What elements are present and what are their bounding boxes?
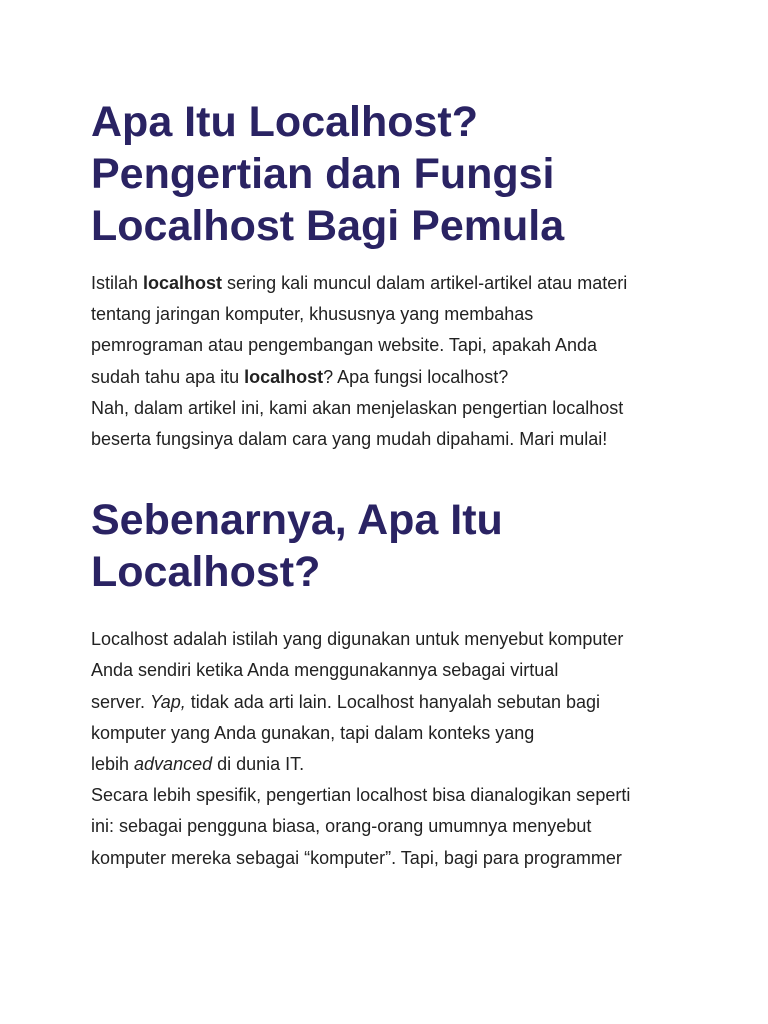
- bold-term-localhost: localhost: [244, 366, 324, 387]
- section-line-3: [91, 687, 768, 718]
- italic-term-yap: Yap,: [150, 691, 186, 712]
- section-line-6: Secara lebih spesifik, pengertian localhost bisa dianalogikan seperti: [91, 785, 631, 806]
- text-segment: tidak ada arti lain. Localhost hanyalah sebutan bagi: [185, 691, 601, 712]
- text-segment: sering kali muncul dalam artikel-artikel atau materi: [222, 273, 628, 293]
- text-segment: di dunia IT.: [212, 754, 305, 775]
- text-segment: lebih: [91, 754, 135, 775]
- text-segment: ? Apa fungsi localhost?: [323, 366, 509, 387]
- section-paragraph: [91, 624, 768, 874]
- text-segment: sudah tahu apa itu: [91, 366, 245, 387]
- intro-paragraph: [91, 268, 768, 455]
- section-heading-line-2: Localhost?: [91, 548, 321, 597]
- intro-line-6: beserta fungsinya dalam cara yang mudah dipahami. Mari mulai!: [91, 429, 608, 450]
- intro-line-1: [91, 268, 768, 299]
- intro-line-4: [91, 362, 768, 393]
- text-segment: Istilah: [91, 273, 144, 293]
- page-title: [91, 96, 768, 252]
- section-line-8: komputer mereka sebagai “komputer”. Tapi, bagi para programmer: [91, 847, 622, 868]
- text-segment: server.: [91, 691, 151, 712]
- section-heading-line-1: Sebenarnya, Apa Itu: [91, 496, 503, 545]
- intro-line-5: Nah, dalam artikel ini, kami akan menjelaskan pengertian localhost: [91, 397, 624, 418]
- section-line-4: komputer yang Anda gunakan, tapi dalam konteks yang: [91, 722, 535, 743]
- section-line-7: ini: sebagai pengguna biasa, orang-orang umumnya menyebut: [91, 816, 592, 837]
- title-line-2: Pengertian dan Fungsi: [91, 150, 555, 198]
- italic-term-advanced: advanced: [134, 754, 213, 775]
- section-line-5: [91, 749, 768, 780]
- bold-term-localhost: localhost: [143, 273, 223, 293]
- title-line-1: Apa Itu Localhost?: [91, 98, 478, 146]
- section-line-2: Anda sendiri ketika Anda menggunakannya sebagai virtual: [91, 660, 559, 681]
- section-line-1: Localhost adalah istilah yang digunakan untuk menyebut komputer: [91, 629, 624, 650]
- title-line-3: Localhost Bagi Pemula: [91, 202, 565, 250]
- intro-line-2: tentang jaringan komputer, khususnya yang membahas: [91, 304, 534, 325]
- section-heading: [91, 494, 768, 598]
- intro-line-3: pemrograman atau pengembangan website. Tapi, apakah Anda: [91, 335, 598, 356]
